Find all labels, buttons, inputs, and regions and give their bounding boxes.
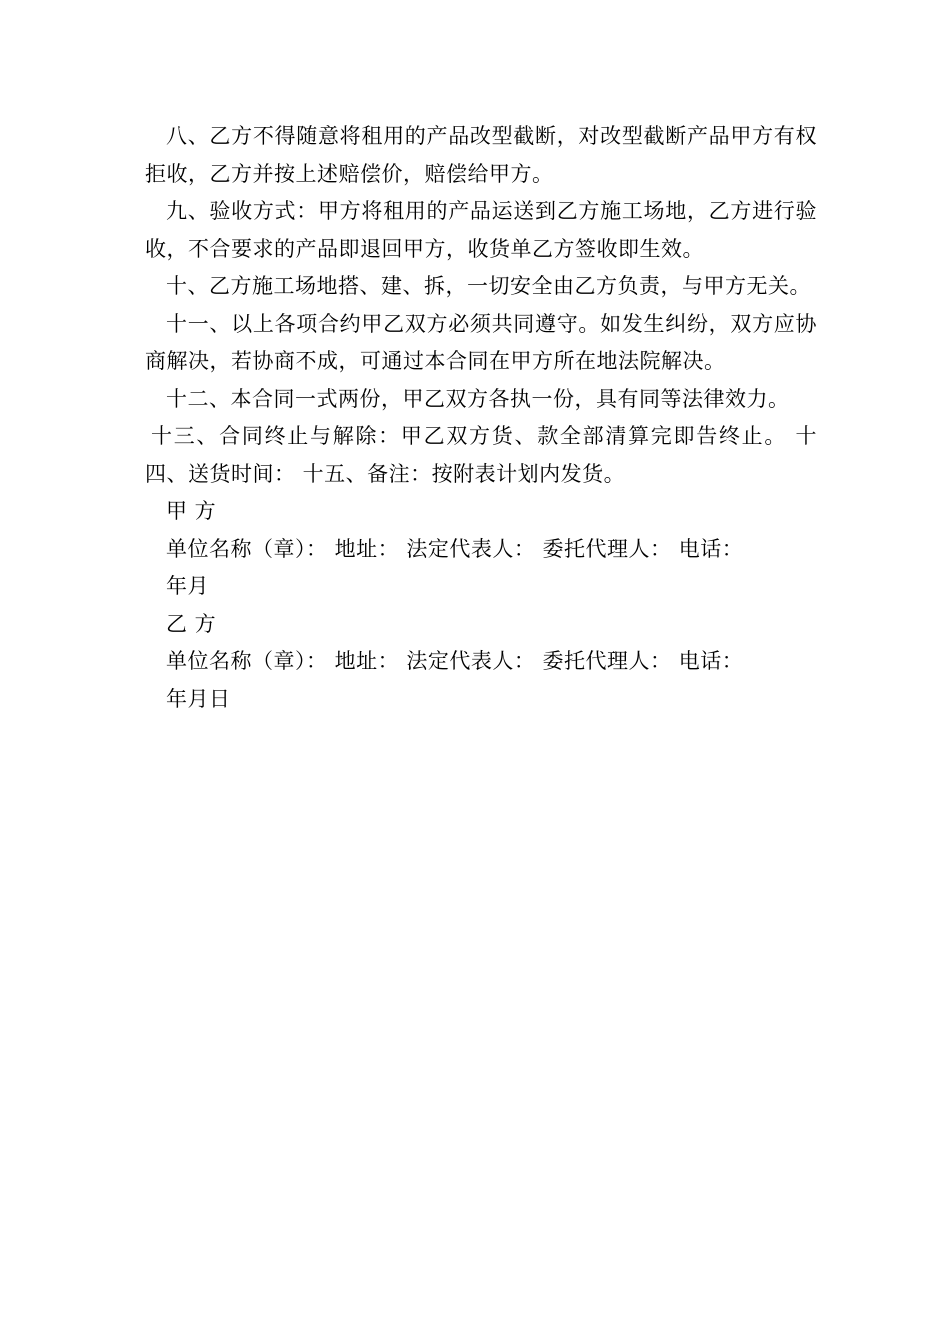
- clause-9: 九、验收方式：甲方将租用的产品运送到乙方施工场地，乙方进行验收，不合要求的产品即退回甲方，收货单乙方签收即生效。: [145, 199, 817, 261]
- party-b-date: 年月日: [166, 686, 231, 711]
- party-a-fields: 单位名称（章）： 地址： 法定代表人： 委托代理人： 电话：: [166, 536, 744, 561]
- clause-8: 八、乙方不得随意将租用的产品改型截断，对改型截断产品甲方有权拒收，乙方并按上述赔偿价，赔偿给甲方。: [145, 124, 817, 186]
- party-a-heading: 甲 方: [166, 499, 217, 523]
- clause-13-15: 十三、合同终止与解除：甲乙双方货、款全部清算完即告终止。 十四、送货时间： 十五、备注：按附表计划内发货。: [145, 424, 817, 486]
- clause-11: 十一、以上各项合约甲乙双方必须共同遵守。如发生纠纷，双方应协商解决，若协商不成，可通过本合同在甲方所在地法院解决。: [145, 311, 817, 373]
- party-b-fields: 单位名称（章）： 地址： 法定代表人： 委托代理人： 电话：: [166, 649, 744, 673]
- party-b-heading: 乙 方: [166, 611, 217, 636]
- clause-12: 十二、本合同一式两份，甲乙双方各执一份，具有同等法律效力。: [166, 386, 790, 411]
- party-a-date: 年月: [166, 574, 209, 598]
- contract-body: [145, 118, 817, 718]
- clause-10: 十、乙方施工场地搭、建、拆，一切安全由乙方负责，与甲方无关。: [166, 274, 811, 298]
